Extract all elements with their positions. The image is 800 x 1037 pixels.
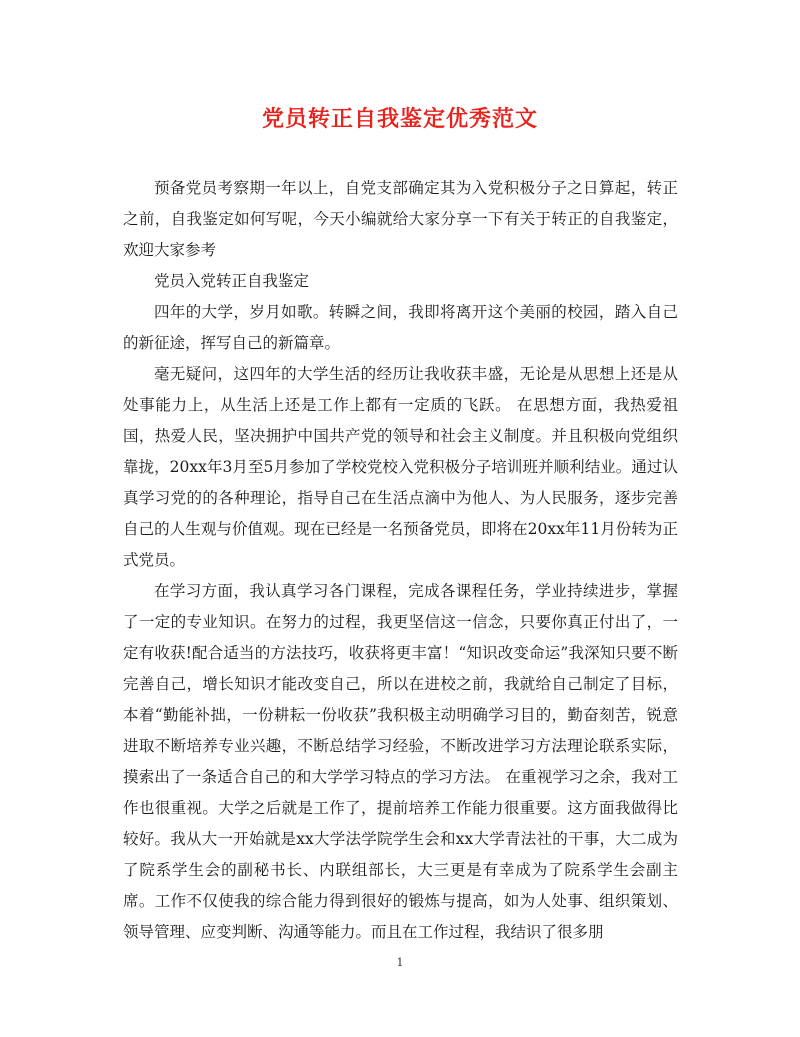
section-heading: 党员入党转正自我鉴定	[154, 272, 310, 290]
document-title: 党员转正自我鉴定优秀范文	[261, 106, 538, 132]
document-body	[123, 173, 678, 948]
paragraph-opening: 四年的大学，岁月如歌。转瞬之间，我即将离开这个美丽的校园，踏入自己的新征途，挥写自己的新篇章。	[123, 303, 678, 352]
paragraph-intro: 预备党员考察期一年以上，自党支部确定其为入党积极分子之日算起，转正之前，自我鉴定如何写呢，今天小编就给大家分享一下有关于转正的自我鉴定，欢迎大家参考	[123, 179, 678, 259]
paragraph-study-work: 在学习方面，我认真学习各门课程，完成各课程任务，学业持续进步，掌握了一定的专业知识。在努力的过程，我更坚信这一信念，只要你真正付出了，一定有收获!配合适当的方法技巧，收获将更丰富！“知识改变命运”我深知只要不断完善自己，增长知识才能改变自己，所以在进校之前，我就给自己制定了目标，本着“勤能补拙，一份耕耘一份收获”我积极主动明确学习目的，勤奋刻苦，锐意进取不断培养专业兴趣，不断总结学习经验，不断改进学习方法理论联系实际，摸索出了一条适合自己的和大学学习特点的学习方法。 在重视学习之余，我对工作也很重视。大学之后就是工作了，提前培养工作能力很重要。这方面我做得比较好。我从大一开始就是xx大学法学院学生会和xx大学青法社的干事，大二成为了院系学生会的副秘书长、内联组部长，大三更是有幸成为了院系学生会副主席。工作不仅使我的综合能力得到很好的锻炼与提高，如为人处事、组织策划、领导管理、应变判断、沟通等能力。而且在工作过程，我结识了很多朋	[123, 582, 678, 941]
paragraph-thought: 毫无疑问，这四年的大学生活的经历让我收获丰盛，无论是从思想上还是从处事能力上，从生活上还是工作上都有一定质的飞跃。 在思想方面，我热爱祖国，热爱人民，坚决拥护中国共产党的领导和社会主义制度。并且积极向党组织靠拢，20xx年3月至5月参加了学校党校入党积极分子培训班并顺利结业。通过认真学习党的的各种理论，指导自己在生活点滴中为他人、为人民服务，逐步完善自己的人生观与价值观。现在已经是一名预备党员，即将在20xx年11月份转为正式党员。	[123, 365, 678, 569]
page-number: 1	[396, 956, 404, 969]
